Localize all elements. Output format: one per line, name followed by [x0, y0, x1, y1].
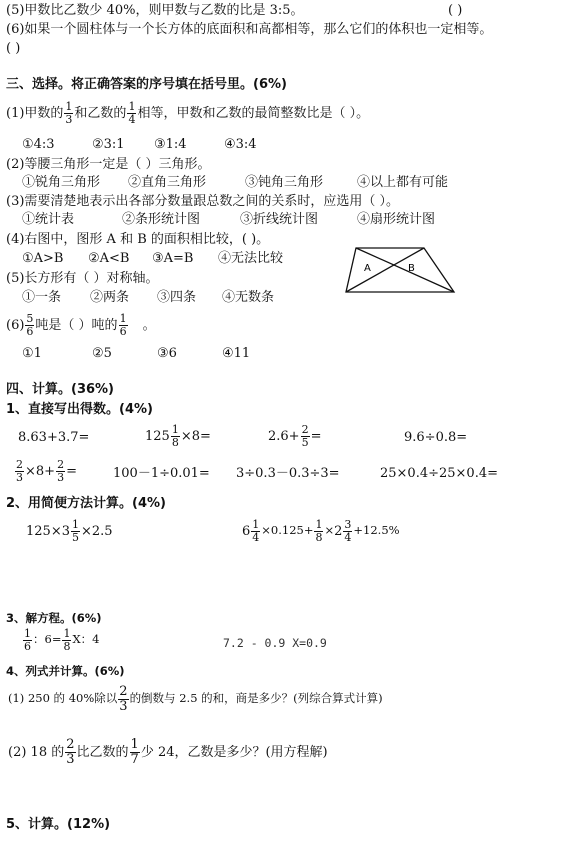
choice-q1-pre: (1)甲数的 — [6, 105, 64, 121]
judge-q5-text: (5)甲数比乙数少 40%，则甲数与乙数的比是 3:5。 — [6, 3, 304, 18]
figure-label-a: A — [364, 263, 371, 274]
calc-s2-b-fraction-2: $\frac{1}{8}$ — [315, 518, 323, 544]
choice-q3-opt-1: ①统计表 — [22, 212, 75, 227]
choice-q1-opt-4: ④3:4 — [224, 137, 257, 152]
choice-q5-opt-4: ④无数条 — [222, 290, 275, 305]
choice-q1-fraction-2: $\frac{1}{4}$ — [128, 100, 136, 126]
calc-r1-c-pre: 2.6+ — [268, 428, 300, 444]
choice-q5-opt-1: ①一条 — [22, 290, 62, 305]
choice-q5-opt-2: ②两条 — [90, 290, 130, 305]
choice-q4: (4)右图中，图形 A 和 B 的面积相比较，( )。 — [6, 232, 270, 247]
calc-s2-b-whole-1: 6 — [242, 523, 251, 539]
calc-s2-b-fraction-3: $\frac{3}{4}$ — [344, 518, 352, 544]
choice-q6-opt-3: ③6 — [157, 346, 177, 361]
calc-s2-b-whole-3: 2 — [334, 523, 343, 539]
calc-s2-a-pre: 125× — [26, 523, 62, 539]
calc-r1-b-post: ×8= — [180, 428, 211, 444]
calc-s2-a-post: ×2.5 — [81, 523, 113, 539]
calc-s3-a-mid: ：6= — [33, 632, 62, 647]
choice-q3-opt-2: ②条形统计图 — [122, 212, 201, 227]
calc-s3-title: 3、解方程。(6%) — [6, 611, 102, 625]
calc-s2-b-post: +12.5% — [353, 523, 400, 538]
calc-s2-a — [26, 519, 113, 543]
choice-q1-opt-1: ①4:3 — [22, 137, 55, 152]
calc-s2-title: 2、用简便方法计算。(4%) — [6, 496, 166, 511]
calc-r2-b: 100－1÷0.01= — [113, 466, 210, 481]
choice-q6-pre: (6) — [6, 317, 25, 333]
calc-s1-title: 1、直接写出得数。(4%) — [6, 402, 153, 417]
calc-s3-a-post: X：4 — [72, 632, 100, 647]
calc-section-title: 四、计算。(36%) — [6, 382, 114, 397]
choice-q1-mid: 和乙数的 — [74, 105, 127, 121]
calc-s4-a-pre: (1) 250 的 40%除以 — [8, 691, 118, 706]
calc-s4-b-pre: (2) 18 的 — [8, 744, 65, 760]
judge-q6-paren: ( ) — [6, 41, 21, 56]
choice-q5: (5)长方形有（ ）对称轴。 — [6, 271, 159, 286]
calc-s4-b-fraction-2: $\frac{1}{7}$ — [130, 737, 139, 767]
choice-q5-opt-3: ③四条 — [157, 290, 197, 305]
calc-s3-a-fraction-2: $\frac{1}{8}$ — [63, 627, 71, 653]
calc-s4-title: 4、列式并计算。(6%) — [6, 664, 125, 678]
calc-s4-b — [8, 738, 328, 766]
calc-r1-c — [268, 424, 321, 448]
choice-q6-opt-1: ①1 — [22, 346, 42, 361]
calc-r2-a — [14, 459, 77, 483]
choice-q6-post: 。 — [142, 317, 156, 333]
calc-r1-a: 8.63+3.7= — [18, 430, 90, 445]
calc-s3-a — [22, 628, 99, 652]
calc-r1-d: 9.6÷0.8= — [404, 430, 468, 445]
choice-q6-opt-4: ④11 — [222, 346, 251, 361]
choice-q6 — [6, 313, 156, 337]
calc-s4-b-fraction-1: $\frac{2}{3}$ — [66, 737, 75, 767]
calc-r2-c: 3÷0.3－0.3÷3= — [236, 466, 340, 481]
choice-q4-opt-3: ③A=B — [152, 251, 194, 266]
calc-r2-a-mid: ×8+ — [25, 463, 56, 479]
choice-q1-opt-2: ②3:1 — [92, 137, 125, 152]
calc-s5-title: 5、计算。(12%) — [6, 817, 111, 832]
choice-q3-opt-4: ④扇形统计图 — [357, 212, 436, 227]
calc-r2-a-post: = — [66, 463, 77, 479]
calc-s4-a-fraction: $\frac{2}{3}$ — [119, 684, 128, 714]
choice-q3-opt-3: ③折线统计图 — [240, 212, 319, 227]
calc-s2-a-whole: 3 — [61, 523, 70, 539]
choice-q6-fraction-2: $\frac{1}{6}$ — [119, 312, 127, 338]
choice-q4-opt-1: ①A>B — [22, 251, 64, 266]
calc-s3-b: 7.2 - 0.9 X=0.9 — [223, 636, 327, 650]
choice-q2-opt-1: ①锐角三角形 — [22, 175, 101, 190]
calc-r1-c-fraction: $\frac{2}{5}$ — [301, 423, 309, 449]
choice-q1-fraction-1: $\frac{1}{3}$ — [65, 100, 73, 126]
calc-r1-b — [145, 424, 211, 448]
choice-q6-fraction-1: $\frac{5}{6}$ — [26, 312, 34, 338]
calc-r1-b-fraction: $\frac{1}{8}$ — [171, 423, 179, 449]
choice-q6-mid: 吨是（ ）吨的 — [35, 317, 118, 333]
calc-s2-b-mid-1: ×0.125+ — [261, 523, 314, 538]
choice-q6-opt-2: ②5 — [92, 346, 112, 361]
calc-r2-d: 25×0.4÷25×0.4= — [380, 466, 499, 481]
figure-label-b: B — [408, 263, 415, 274]
choice-q1-post: 相等，甲数和乙数的最简整数比是（ ）。 — [137, 105, 370, 121]
calc-s4-a-post: 的倒数与 2.5 的和，商是多少？(列综合算式计算) — [129, 691, 383, 706]
trapezoid-figure — [342, 244, 458, 296]
choice-q1 — [6, 101, 369, 125]
calc-r2-a-fraction-1: $\frac{2}{3}$ — [16, 458, 23, 484]
choice-q2-opt-3: ③钝角三角形 — [245, 175, 324, 190]
choice-q4-opt-2: ②A<B — [88, 251, 130, 266]
judge-q6-text: (6)如果一个圆柱体与一个长方体的底面积和高都相等，那么它们的体积也一定相等。 — [6, 22, 493, 37]
calc-r1-c-post: = — [310, 428, 322, 444]
judge-q5-paren: ( ) — [448, 3, 463, 18]
calc-s2-b — [242, 519, 400, 543]
calc-r2-a-fraction-2: $\frac{2}{3}$ — [57, 458, 65, 484]
choice-q2-opt-2: ②直角三角形 — [128, 175, 207, 190]
calc-s4-b-post: 少 24，乙数是多少？(用方程解) — [140, 744, 328, 760]
calc-r1-b-pre: 125 — [145, 428, 170, 444]
choice-q3: (3)需要清楚地表示出各部分数量跟总数之间的关系时，应选用（ ）。 — [6, 194, 400, 209]
calc-s3-a-fraction-1: $\frac{1}{6}$ — [24, 627, 31, 653]
choice-q2-opt-4: ④以上都有可能 — [357, 175, 449, 190]
calc-s2-b-fraction-1: $\frac{1}{4}$ — [252, 518, 260, 544]
calc-s2-a-fraction: $\frac{1}{5}$ — [72, 518, 79, 544]
calc-s4-a — [8, 685, 383, 713]
choice-q4-opt-4: ④无法比较 — [218, 251, 284, 266]
choice-section-title: 三、选择。将正确答案的序号填在括号里。(6%) — [6, 77, 287, 92]
judge-q5 — [6, 4, 304, 17]
calc-s4-b-mid: 比乙数的 — [76, 744, 129, 760]
choice-q1-opt-3: ③1:4 — [154, 137, 187, 152]
calc-s2-b-mid-2: × — [324, 523, 335, 538]
choice-q2: (2)等腰三角形一定是（ ）三角形。 — [6, 157, 211, 172]
